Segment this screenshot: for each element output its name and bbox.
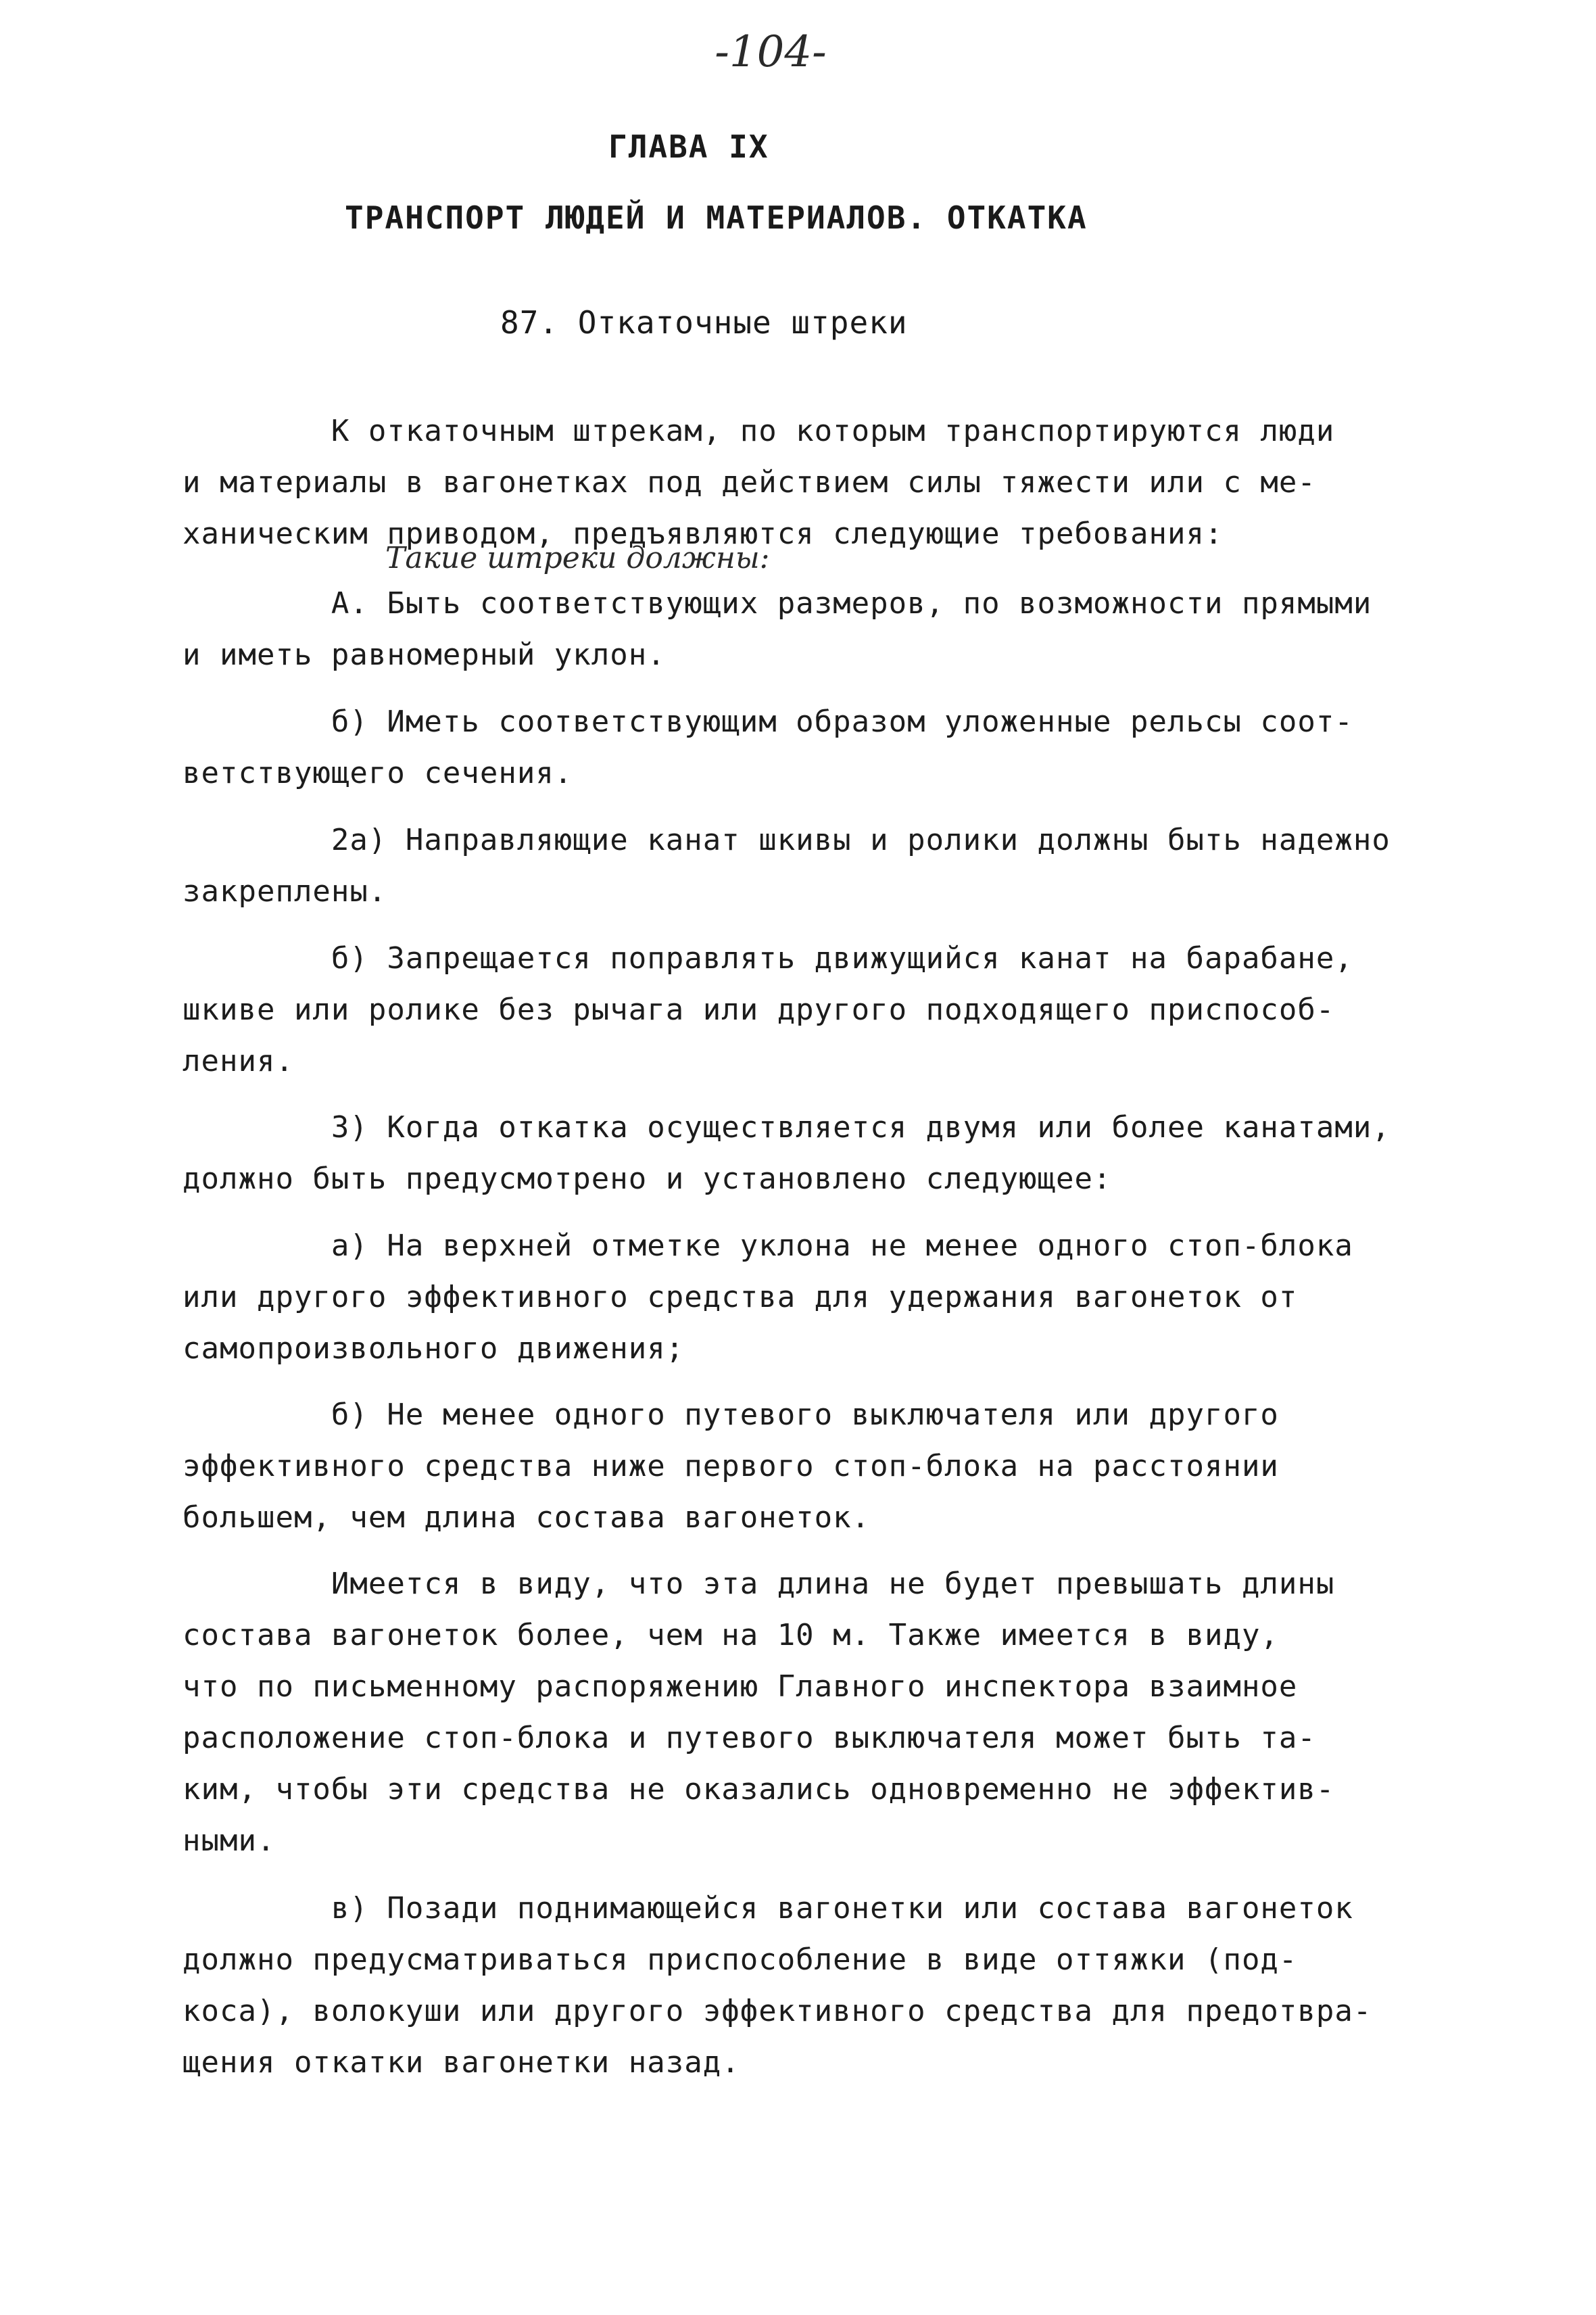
- paragraph-3v: в) Позади поднимающейся вагонетки или состава вагонеток должно предусматриваться приспособление в виде оттяжки (под- коса), волокуши или другого эффективного средства для предотвра- щения откатки вагонетки назад.: [183, 1891, 1372, 2080]
- paragraph-a: А. Быть соответствующих размеров, по возможности прямыми и иметь равномерный уклон.: [183, 586, 1372, 672]
- chapter-heading: ГЛАВА IX: [608, 128, 769, 165]
- chapter-title: ТРАНСПОРТ ЛЮДЕЙ И МАТЕРИАЛОВ. ОТКАТКА: [345, 199, 1088, 236]
- paragraph-b: б) Иметь соответствующим образом уложенные рельсы соот- ветствующего сечения.: [183, 705, 1353, 790]
- page-number: -104-: [715, 27, 827, 77]
- section-title: 87. Откаточные штреки: [500, 304, 908, 341]
- handwritten-note: Такие штреки должны:: [385, 541, 770, 575]
- paragraph-2b: б) Запрещается поправлять движущийся канат на барабане, шкиве или ролике без рычага или другого подходящего приспособ- ления.: [183, 941, 1353, 1078]
- paragraph-intro: К откаточным штрекам, по которым транспортируются люди и материалы в вагонетках под действием силы тяжести или с ме- ханическим приводом, предъявляются следующие требования:: [183, 414, 1335, 551]
- paragraph-3b: б) Не менее одного путевого выключателя или другого эффективного средства ниже первого стоп-блока на расстоянии большем, чем длина состава вагонеток.: [183, 1398, 1279, 1535]
- paragraph-2a: 2а) Направляющие канат шкивы и ролики должны быть надежно закреплены.: [183, 823, 1391, 909]
- paragraph-note: Имеется в виду, что эта длина не будет превышать длины состава вагонеток более, чем на 10 м. Также имеется в виду, что по письменному распоряжению Главного инспектора взаимное расположение стоп-блока и путевого выключателя может быть та- ким, чтобы эти средства не оказались одновременно не эффектив- ными.: [183, 1567, 1335, 1858]
- paragraph-3a: а) На верхней отметке уклона не менее одного стоп-блока или другого эффективного средства для удержания вагонеток от самопроизвольного движения;: [183, 1228, 1353, 1366]
- paragraph-3: 3) Когда откатка осуществляется двумя или более канатами, должно быть предусмотрено и установлено следующее:: [183, 1110, 1391, 1196]
